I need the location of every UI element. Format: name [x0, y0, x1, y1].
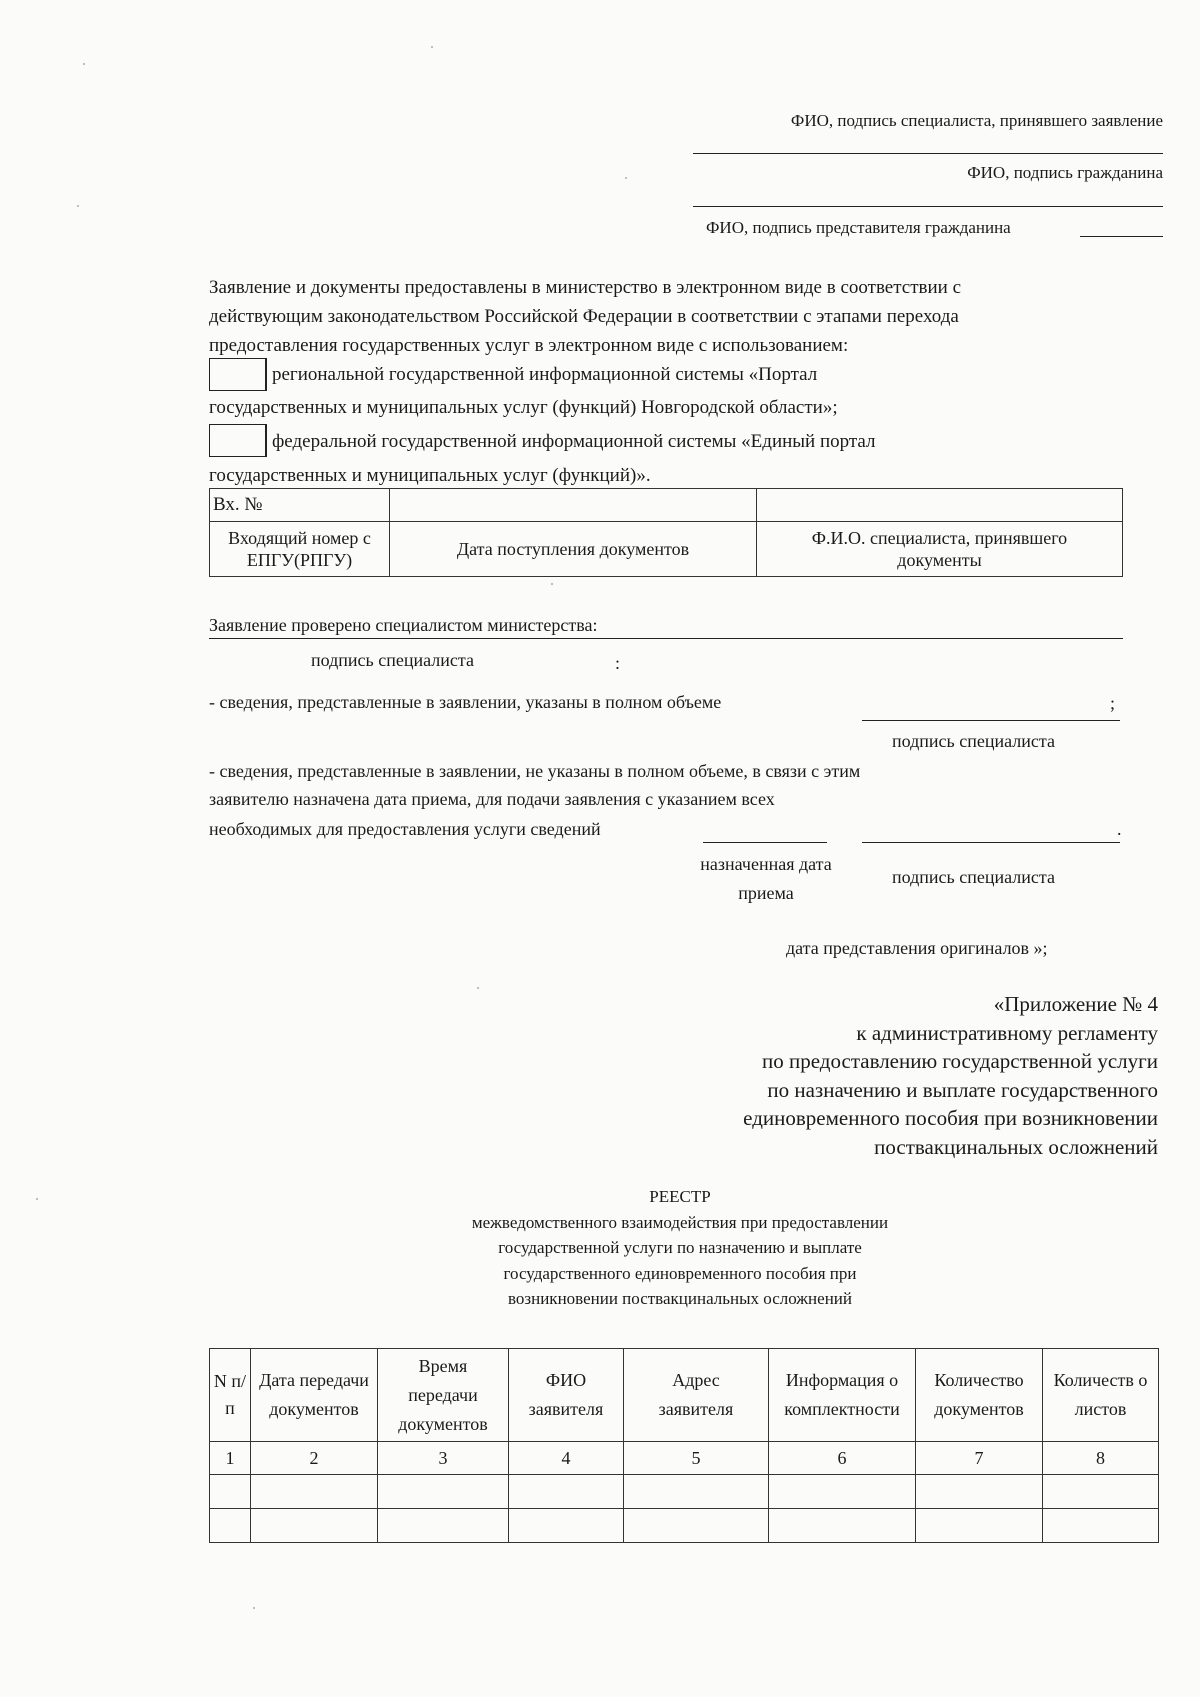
registry-col-number-8-text: 8 — [1096, 1448, 1105, 1468]
scan-speck — [477, 987, 479, 989]
registry-subtitle-line2: государственной услуги по назначению и выплате — [498, 1238, 862, 1257]
regional-portal-checkbox[interactable] — [209, 358, 267, 391]
registry-header-applicant-name-text: ФИО заявителя — [528, 1370, 604, 1419]
table-cell[interactable] — [251, 1475, 378, 1509]
table-cell[interactable] — [509, 1509, 624, 1543]
vx-number-label-cell — [210, 489, 390, 522]
appendix-line6: поствакцинальных осложнений — [874, 1134, 1158, 1159]
table-cell[interactable] — [769, 1509, 916, 1543]
registry-col-number-5-text: 5 — [691, 1448, 701, 1468]
registry-header-completeness — [769, 1349, 916, 1442]
vx-specialist-empty-cell[interactable] — [757, 489, 1123, 522]
electronic-intro-line1: Заявление и документы предоставлены в министерство в электронном виде в соответствии с — [209, 277, 962, 298]
regional-portal-label-line2: государственных и муниципальных услуг (функций) Новгородской области»; — [209, 397, 838, 418]
scan-speck — [83, 63, 85, 65]
table-cell[interactable] — [916, 1475, 1043, 1509]
scan-speck — [36, 1198, 38, 1200]
registry-header-completeness-text: Информация о комплектности — [784, 1370, 900, 1419]
representative-signature-label: ФИО, подпись представителя гражданина — [706, 218, 1011, 237]
registry-table — [209, 1348, 1159, 1543]
table-cell[interactable] — [210, 1509, 251, 1543]
federal-portal-label-line1: федеральной государственной информационной системы «Единый портал — [272, 431, 876, 452]
assigned-date-label: назначенная дата приема — [700, 854, 832, 903]
registry-header-sheets-count — [1043, 1349, 1159, 1442]
appendix-line1: «Приложение № 4 — [993, 992, 1158, 1016]
table-cell[interactable] — [916, 1509, 1043, 1543]
federal-portal-label-line2: государственных и муниципальных услуг (функций)». — [209, 465, 651, 486]
citizen-signature-label: ФИО, подпись гражданина — [967, 163, 1163, 182]
table-row — [210, 1509, 1159, 1543]
receipt-date-header-text: Дата поступления документов — [456, 539, 690, 559]
appendix-line4: по назначению и выплате государственного — [767, 1077, 1158, 1102]
registry-header-sheets-count-text: Количеств о листов — [1053, 1370, 1148, 1419]
appendix-heading — [560, 990, 1158, 1161]
registry-header-transfer-time — [378, 1349, 509, 1442]
specialist-sign-label: подпись специалиста — [311, 650, 474, 670]
assigned-date-line[interactable] — [703, 842, 827, 843]
citizen-signature-line — [693, 206, 1163, 207]
registry-subtitle-line4: возникновении поствакцинальных осложнений — [507, 1289, 852, 1308]
table-cell[interactable] — [251, 1509, 378, 1543]
registry-header-transfer-date — [251, 1349, 378, 1442]
registry-header-applicant-address — [624, 1349, 769, 1442]
electronic-intro-line3: предоставления государственных услуг в электронном виде с использованием: — [209, 335, 849, 356]
registry-col-number-7 — [916, 1442, 1043, 1475]
scan-speck — [253, 1607, 255, 1609]
specialist-name-header-text: Ф.И.О. специалиста, принявшего документы — [811, 528, 1068, 570]
registry-header-transfer-date-text: Дата передачи документов — [259, 1370, 369, 1419]
table-cell[interactable] — [378, 1509, 509, 1543]
specialist-signature-label: ФИО, подпись специалиста, принявшего заявление — [790, 111, 1163, 130]
registry-title: РЕЕСТР — [649, 1187, 711, 1206]
incomplete-signature-line[interactable] — [862, 842, 1120, 843]
regional-portal-label-line1: региональной государственной информационной системы «Портал — [272, 364, 818, 385]
table-cell[interactable] — [378, 1475, 509, 1509]
registry-header-transfer-time-text: Время передачи документов — [398, 1355, 488, 1434]
registry-col-number-2 — [251, 1442, 378, 1475]
incomplete-sign-label: подпись специалиста — [892, 867, 1055, 887]
registry-col-number-6 — [769, 1442, 916, 1475]
verification-title: Заявление проверено специалистом министерства: — [209, 615, 598, 635]
incomplete-info-line2: заявителю назначена дата приема, для подачи заявления с указанием всех — [209, 789, 775, 809]
registry-heading — [380, 1184, 980, 1312]
appendix-line3: по предоставлению государственной услуги — [762, 1049, 1158, 1073]
registry-header-documents-count — [916, 1349, 1043, 1442]
incoming-documents-table — [209, 488, 1123, 577]
registry-header-applicant-name — [509, 1349, 624, 1442]
registry-col-number-1 — [210, 1442, 251, 1475]
table-row — [210, 1475, 1159, 1509]
incomplete-info-line1: - сведения, представленные в заявлении, не указаны в полном объеме, в связи с этим — [209, 761, 861, 781]
registry-col-number-8 — [1043, 1442, 1159, 1475]
table-cell[interactable] — [769, 1475, 916, 1509]
incomplete-info-period: . — [1117, 819, 1122, 839]
table-cell[interactable] — [1043, 1475, 1159, 1509]
registry-col-number-5 — [624, 1442, 769, 1475]
registry-subtitle-line1: межведомственного взаимодействия при предоставлении — [471, 1212, 889, 1232]
scan-speck — [551, 583, 553, 585]
complete-info-line: - сведения, представленные в заявлении, указаны в полном объеме — [209, 692, 722, 712]
incoming-number-header-text: Входящий номер с ЕПГУ(РПГУ) — [228, 528, 371, 570]
registry-col-number-2-text: 2 — [309, 1448, 319, 1468]
vx-number-label: Вх. № — [213, 494, 263, 515]
table-cell[interactable] — [624, 1475, 769, 1509]
table-cell[interactable] — [509, 1475, 624, 1509]
table-cell[interactable] — [624, 1509, 769, 1543]
registry-header-documents-count-text: Количество документов — [934, 1370, 1024, 1419]
registry-subtitle-line3: государственного единовременного пособия при — [503, 1263, 857, 1283]
scan-speck — [77, 205, 79, 207]
scan-speck — [625, 177, 627, 179]
table-cell[interactable] — [210, 1475, 251, 1509]
registry-header-number-text: N п/п — [213, 1371, 247, 1418]
registry-col-number-3-text: 3 — [438, 1448, 448, 1468]
registry-header-applicant-address-text: Адрес заявителя — [658, 1370, 734, 1419]
registry-col-number-7-text: 7 — [974, 1448, 984, 1468]
appendix-line5: единовременного пособия при возникновении — [743, 1106, 1158, 1130]
scan-speck — [431, 46, 433, 48]
table-cell[interactable] — [1043, 1509, 1159, 1543]
registry-col-number-3 — [378, 1442, 509, 1475]
registry-col-number-4-text: 4 — [561, 1448, 571, 1468]
specialist-name-header — [757, 522, 1123, 577]
incoming-number-header — [210, 522, 390, 577]
complete-info-semicolon: ; — [1110, 693, 1116, 713]
complete-info-sign-label: подпись специалиста — [892, 731, 1055, 751]
incomplete-info-line3: необходимых для предоставления услуги сведений — [209, 819, 601, 839]
specialist-signature-line — [693, 153, 1163, 154]
federal-portal-checkbox[interactable] — [209, 424, 267, 457]
registry-col-number-6-text: 6 — [837, 1448, 847, 1468]
appendix-line2: к административному регламенту — [856, 1020, 1158, 1045]
registry-col-number-1-text: 1 — [225, 1448, 235, 1468]
verification-title-line — [209, 638, 1123, 639]
registry-col-number-4 — [509, 1442, 624, 1475]
specialist-sign-colon: : — [615, 653, 621, 673]
receipt-date-header — [390, 522, 757, 577]
electronic-intro-line2: действующим законодательством Российской Федерации в соответствии с этапами перехода — [209, 306, 959, 327]
complete-info-signature-line[interactable] — [862, 720, 1120, 721]
vx-date-empty-cell[interactable] — [390, 489, 757, 522]
registry-header-number — [210, 1349, 251, 1442]
representative-signature-line — [1080, 236, 1163, 237]
originals-date-label: дата представления оригиналов »; — [786, 938, 1048, 958]
